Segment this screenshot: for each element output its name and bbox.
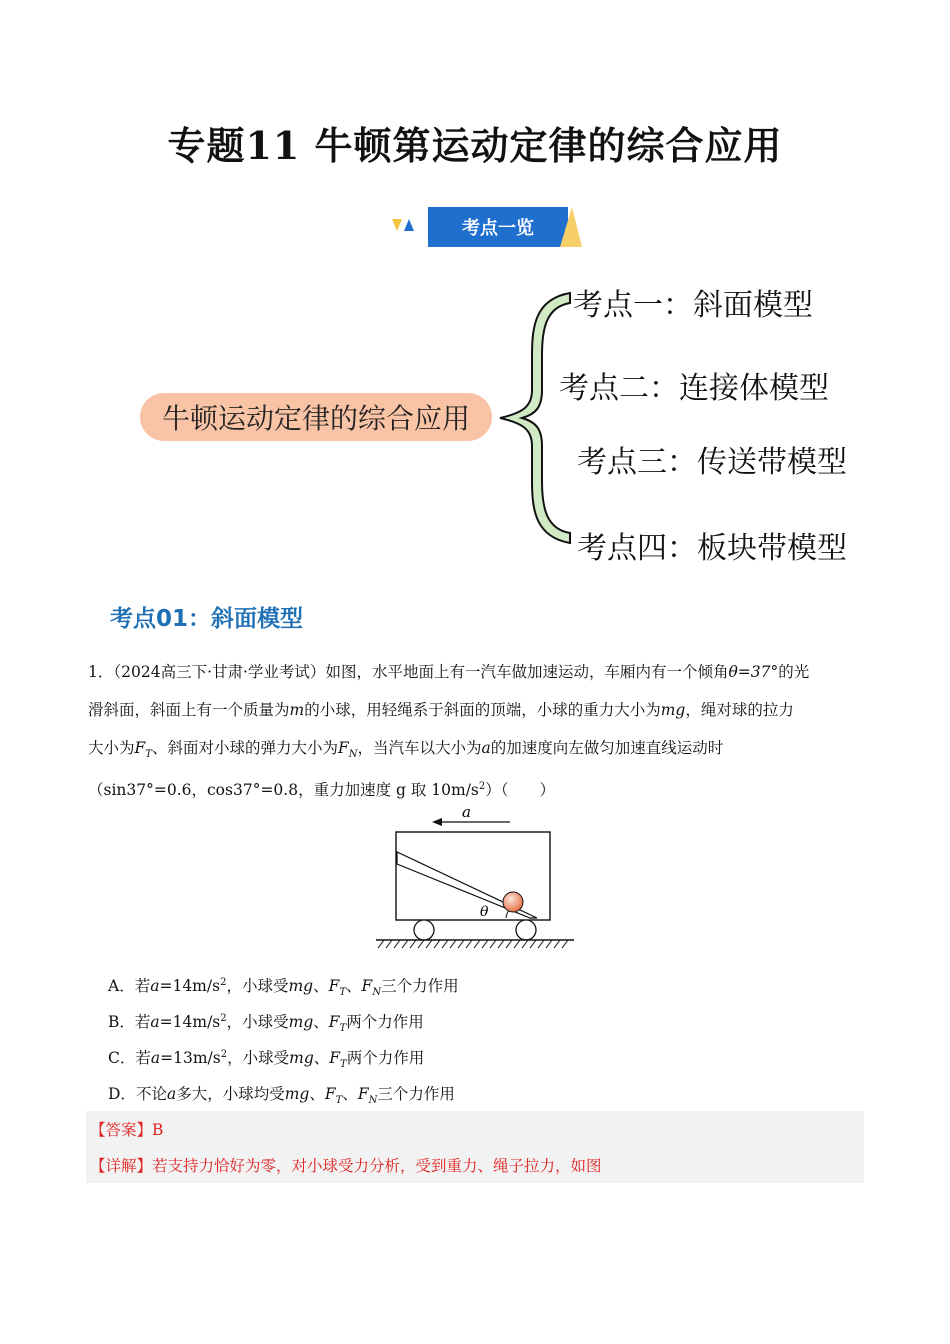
option-text: ，小球受 — [227, 1049, 290, 1067]
var-mg: mg — [660, 701, 686, 719]
option-d[interactable] — [108, 1082, 455, 1106]
var-a: a — [150, 1049, 161, 1067]
superscript: 2 — [478, 781, 486, 792]
mindmap-root: 牛顿运动定律的综合应用 — [140, 393, 492, 441]
option-text: 两个力作用 — [346, 1049, 425, 1067]
option-text: 不论 — [135, 1085, 167, 1103]
question-text: 如图，水平地面上有一汽车做加速运动，车厢内有一个倾角 — [325, 663, 729, 681]
separator: 、 — [342, 1085, 358, 1103]
mindmap-branch-3: 考点三：传送带模型 — [577, 445, 847, 480]
option-text: 多大，小球均受 — [176, 1085, 285, 1103]
var-mg: mg — [288, 977, 314, 995]
option-text: ，小球受 — [226, 1013, 289, 1031]
option-text: =14m/s — [159, 977, 221, 995]
subscript: T — [339, 987, 347, 999]
var-a: a — [150, 1013, 160, 1031]
ball — [503, 892, 523, 912]
option-text: 三个力作用 — [377, 1085, 455, 1103]
subscript: T — [339, 1023, 347, 1035]
subscript: N — [348, 749, 358, 761]
wheel — [414, 920, 434, 940]
mindmap-branch-1: 考点一：斜面模型 — [573, 288, 813, 323]
question-line-2 — [88, 692, 878, 729]
question-line-1 — [88, 654, 878, 691]
subscript: N — [372, 987, 382, 999]
subscript: T — [145, 749, 152, 761]
separator: 、 — [313, 1013, 329, 1031]
option-letter: D． — [108, 1085, 136, 1103]
option-letter: A． — [108, 977, 135, 995]
question-source: （2024高三下·甘肃·学业考试） — [113, 663, 326, 681]
page-title: 专题11 牛顿第运动定律的综合应用 — [167, 123, 783, 168]
superscript: 2 — [220, 1012, 227, 1024]
question-text: ）（ ） — [485, 781, 556, 800]
answer-line — [90, 1118, 163, 1140]
var-F: F — [134, 739, 146, 757]
option-text: 若 — [135, 1049, 151, 1067]
answer-label: 【答案】 — [90, 1121, 153, 1139]
question-text: 的小球，用轻绳系于斜面的顶端，小球的重力大小为 — [304, 701, 661, 719]
theta-value: θ=37° — [728, 663, 779, 681]
car-body — [396, 832, 550, 920]
question-text: （sin37°=0.6，cos37°=0.8，重力加速度 g 取 10m/s — [88, 781, 479, 800]
angle-label: θ — [480, 904, 489, 920]
question-text: 滑斜面，斜面上有一个质量为 — [88, 701, 290, 719]
option-c[interactable] — [108, 1046, 424, 1070]
section-heading: 考点01：斜面模型 — [110, 606, 304, 632]
option-text: 三个力作用 — [381, 977, 459, 995]
var-F: F — [329, 1049, 341, 1067]
mindmap-branch-2: 考点二：连接体模型 — [559, 371, 829, 406]
wheel — [516, 920, 536, 940]
subscript: T — [340, 1059, 347, 1071]
var-a: a — [166, 1085, 177, 1103]
subscript: N — [368, 1095, 378, 1107]
question-text: 、斜面对小球的弹力大小为 — [151, 739, 338, 757]
question-text: ，当汽车以大小为 — [357, 739, 482, 757]
mindmap-brace-icon — [488, 285, 578, 555]
separator: 、 — [313, 977, 329, 995]
var-F: F — [361, 977, 373, 995]
option-letter: C． — [108, 1049, 136, 1067]
option-text: ，小球受 — [226, 977, 289, 995]
mindmap-branch-4: 考点四：板块带模型 — [577, 531, 847, 566]
var-F: F — [324, 1085, 336, 1103]
explanation-label: 【详解】 — [90, 1157, 153, 1175]
question-text: 的光 — [778, 663, 810, 681]
answer-bar — [86, 1111, 864, 1147]
option-text: 若 — [134, 977, 151, 995]
var-mg: mg — [288, 1013, 314, 1031]
separator: 、 — [313, 1049, 330, 1067]
section-banner — [390, 205, 590, 249]
banner-triangles-icon — [390, 213, 430, 253]
separator: 、 — [346, 977, 362, 995]
var-mg: mg — [289, 1049, 314, 1067]
question-text: 大小为 — [88, 739, 135, 757]
var-mg: mg — [284, 1085, 310, 1103]
incline-car-figure — [370, 800, 580, 950]
var-m: m — [289, 701, 305, 719]
separator: 、 — [309, 1085, 325, 1103]
question-text: ，绳对球的拉力 — [685, 701, 794, 719]
banner-accent-icon — [558, 205, 588, 249]
option-text: 若 — [134, 1013, 151, 1031]
question-line-3 — [88, 730, 878, 773]
question-number: 1． — [88, 663, 114, 681]
var-F: F — [328, 977, 340, 995]
var-a: a — [481, 739, 491, 757]
explanation-text: 若支持力恰好为零，对小球受力分析，受到重力、绳子拉力，如图 — [152, 1157, 602, 1175]
var-F: F — [337, 739, 349, 757]
option-text: =14m/s — [159, 1013, 221, 1031]
option-text: =13m/s — [160, 1049, 221, 1067]
option-text: 两个力作用 — [346, 1013, 424, 1031]
var-a: a — [150, 977, 160, 995]
var-F: F — [357, 1085, 369, 1103]
superscript: 2 — [220, 976, 227, 988]
option-letter: B． — [108, 1013, 135, 1031]
answer-value: B — [152, 1121, 164, 1139]
explanation-line — [90, 1154, 602, 1176]
question-text: 的加速度向左做匀加速直线运动时 — [490, 739, 724, 757]
var-F: F — [328, 1013, 340, 1031]
superscript: 2 — [220, 1048, 228, 1060]
option-b[interactable] — [108, 1010, 424, 1034]
banner-label: 考点一览 — [428, 207, 568, 247]
accel-label: a — [462, 803, 471, 821]
ground-hatching — [378, 940, 568, 948]
option-a[interactable] — [108, 974, 459, 998]
subscript: T — [335, 1095, 343, 1107]
